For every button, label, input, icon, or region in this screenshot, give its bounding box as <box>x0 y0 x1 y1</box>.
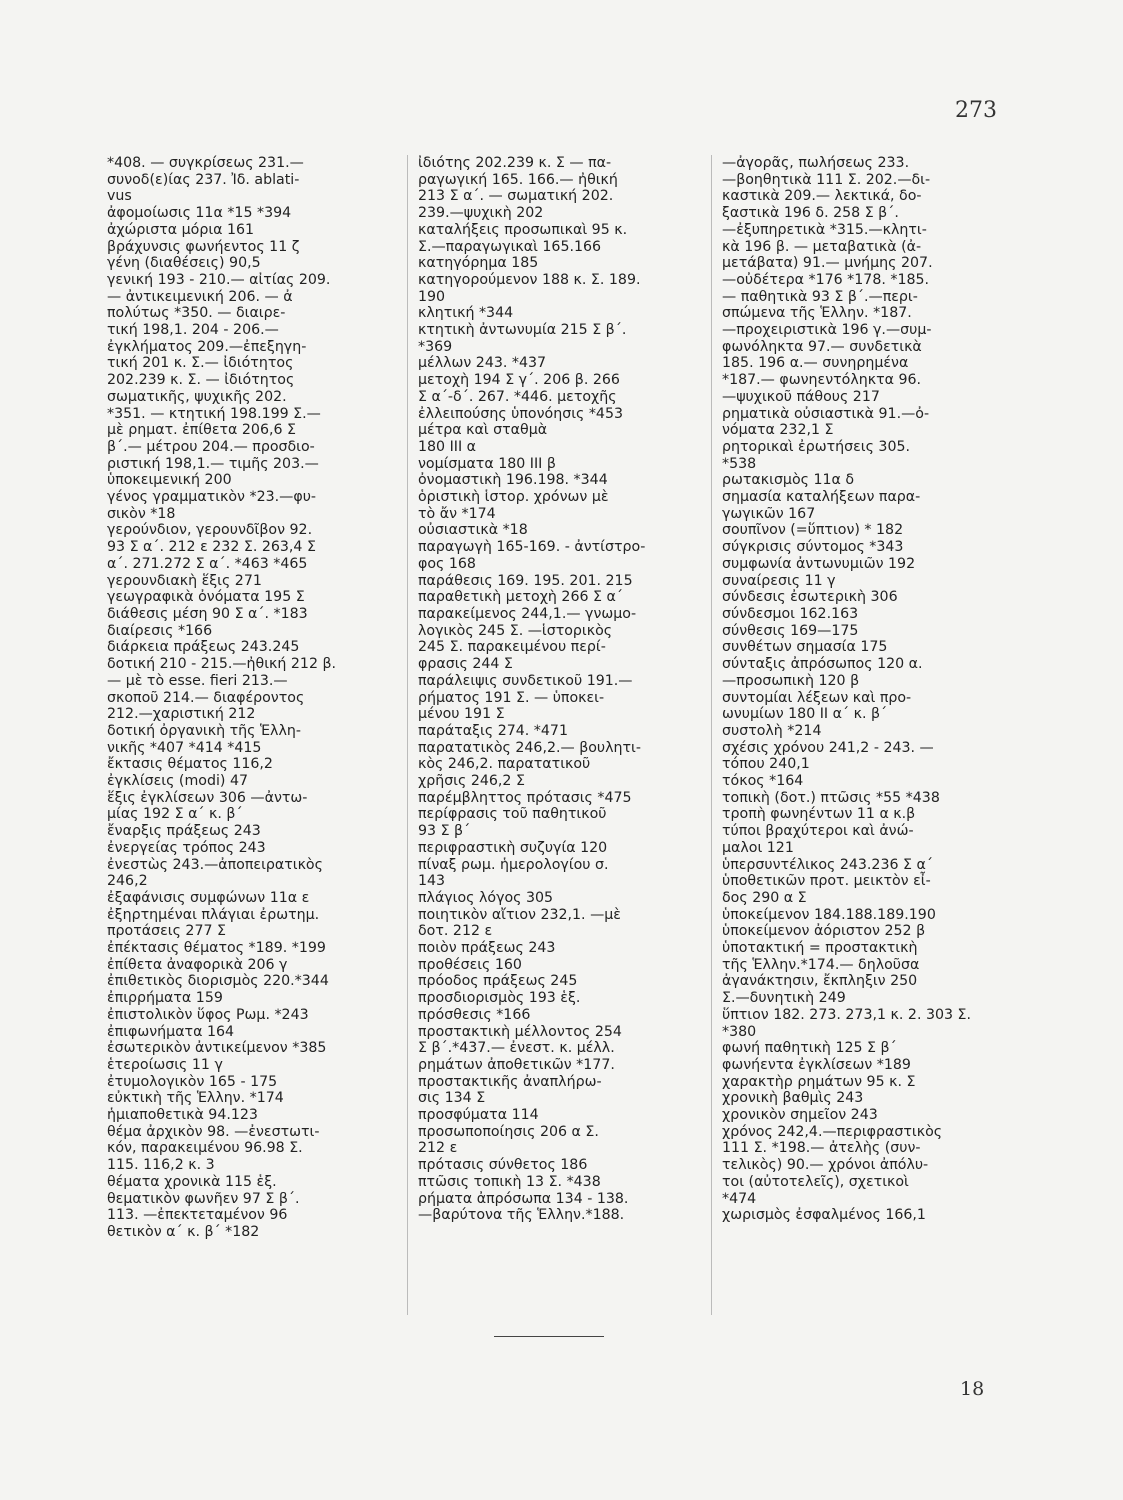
index-entry-line: 111 Σ. *198.— ἀτελὴς (συν- <box>722 1140 921 1157</box>
index-column-2 <box>407 155 711 1315</box>
index-entry-line: ἕξις ἐγκλίσεων 306 —ἀντω- <box>107 789 308 806</box>
index-entry-line: 239.—ψυχικὴ 202 <box>418 205 544 222</box>
index-entry-line: ἀφομοίωσις 11α *15 *394 <box>107 205 292 222</box>
index-entry-line: βράχυνσις φωνήεντος 11 ζ <box>107 238 300 255</box>
index-entry-line: πίναξ ρωμ. ἡμερολογίου σ. <box>418 856 609 873</box>
index-entry-line: παραγωγὴ 165-169. - ἀντίστρο- <box>418 539 646 556</box>
index-entry-line: ριστική 198,1.— τιμῆς 203.— <box>107 455 319 472</box>
index-entry-line: *380 <box>722 1023 757 1040</box>
index-entry-line: τική 198,1. 204 - 206.— <box>107 322 279 339</box>
index-entry-line: δοτ. 212 ε <box>418 923 493 940</box>
index-entry-line: *474 <box>722 1190 757 1207</box>
index-entry-line: 245 Σ. παρακειμένου περί- <box>418 639 606 656</box>
index-entry-line: ραγωγική 165. 166.— ἠθική <box>418 171 618 188</box>
index-entry-line: γένος γραμματικὸν *23.—φυ- <box>107 489 317 506</box>
index-entry-line: φωνόληκτα 97.— συνδετικὰ <box>722 338 922 355</box>
index-entry-line: χαρακτὴρ ρημάτων 95 κ. Σ <box>722 1073 916 1090</box>
index-entry-line: ρημάτων ἀποθετικῶν *177. <box>418 1056 615 1073</box>
index-entry-line: τῆς Ἑλλην.*174.— δηλοῦσα <box>722 956 920 973</box>
index-entry-line: ἔναρξις πράξεως 243 <box>107 823 261 840</box>
index-entry-line: παράλειψις συνδετικοῦ 191.— <box>418 672 633 689</box>
index-entry-line: δος 290 α Σ <box>722 889 807 906</box>
index-entry-line: χρονικὴ βαθμὶς 243 <box>722 1090 864 1107</box>
index-entry-line: *187.— φωνηεντόληκτα 96. <box>722 372 922 389</box>
index-entry-line: ἐπίθετα ἀναφορικὰ 206 γ <box>107 956 288 973</box>
index-entry-line: —οὐδέτερα *176 *178. *185. <box>722 271 930 288</box>
index-entry-line: ρήματος 191 Σ. — ὑποκει- <box>418 689 605 706</box>
index-entry-line: κατηγόρημα 185 <box>418 255 539 272</box>
index-entry-line: τόπου 240,1 <box>722 756 810 773</box>
index-entry-line: ὑποκειμενική 200 <box>107 472 232 489</box>
index-entry-line: Σ β΄.*437.— ἐνεστ. κ. μέλλ. <box>418 1040 615 1057</box>
index-entry-line: — παθητικὰ 93 Σ β΄.—περι- <box>722 288 918 305</box>
index-entry-line: ἐγκλίσεις (modi) 47 <box>107 773 249 790</box>
index-entry-line: μέτρα καὶ σταθμὰ <box>418 422 548 439</box>
index-entry-line: ὑπερσυντέλικος 243.236 Σ α΄ <box>722 856 933 873</box>
index-entry-line: μὲ ρηματ. ἐπίθετα 206,6 Σ <box>107 422 296 439</box>
index-entry-line: α΄. 271.272 Σ α΄. *463 *465 <box>107 555 308 572</box>
index-entry-line: ποιὸν πράξεως 243 <box>418 940 556 957</box>
index-entry-line: περιφραστικὴ συζυγία 120 <box>418 839 608 856</box>
index-entry-line: φωνή παθητικὴ 125 Σ β΄ <box>722 1040 897 1057</box>
index-entry-line: χωρισμὸς ἐσφαλμένος 166,1 <box>722 1207 926 1224</box>
index-entry-line: καταλήξεις προσωπικαὶ 95 κ. <box>418 221 628 238</box>
index-entry-line: σουπῖνον (=ὕπτιον) * 182 <box>722 522 904 539</box>
index-entry-line: *538 <box>722 455 757 472</box>
index-entry-line: γερούνδιον, γερουνδῖβον 92. <box>107 522 313 539</box>
index-entry-line: —ψυχικοῦ πάθους 217 <box>722 388 880 405</box>
index-entry-line: β΄.— μέτρου 204.— προσδιο- <box>107 438 315 455</box>
index-entry-line: πλάγιος λόγος 305 <box>418 889 554 906</box>
index-entry-line: ἐτυμολογικὸν 165 - 175 <box>107 1073 278 1090</box>
index-entry-line: σύνθεσις 169—175 <box>722 622 859 639</box>
index-entry-line: ἐξηρτημέναι πλάγιαι ἐρωτημ. <box>107 906 320 923</box>
index-entry-line: φρασις 244 Σ <box>418 656 513 673</box>
index-entry-line: 180 III α <box>418 438 477 455</box>
index-entry-line: κλητική *344 <box>418 305 514 322</box>
index-entry-line: σημασία καταλήξεων παρα- <box>722 489 921 506</box>
index-entry-line: κόν, παρακειμένου 96.98 Σ. <box>107 1140 303 1157</box>
index-entry-line: τοι (αὐτοτελεῖς), σχετικοὶ <box>722 1173 909 1190</box>
footer-divider-rule <box>494 1336 604 1337</box>
index-entry-line: συναίρεσις 11 γ <box>722 572 836 589</box>
index-entry-line: ἡμιαποθετικὰ 94.123 <box>107 1107 258 1124</box>
index-entry-line: ἐγκλήματος 209.—ἐπεξηγη- <box>107 338 307 355</box>
index-entry-line: πρόοδος πράξεως 245 <box>418 973 578 990</box>
index-entry-line: 93 Σ β΄ <box>418 823 471 840</box>
index-entry-line: ἐσωτερικὸν ἀντικείμενον *385 <box>107 1040 327 1057</box>
index-entry-line: ἐπιφωνήματα 164 <box>107 1023 235 1040</box>
index-entry-line: ωνυμίων 180 II α΄ κ. β΄ <box>722 706 888 723</box>
index-entry-line: φωνήεντα ἐγκλίσεων *189 <box>722 1056 911 1073</box>
index-entry-line: τύποι βραχύτεροι καὶ ἀνώ- <box>722 823 914 840</box>
index-entry-line: 212.—χαριστική 212 <box>107 706 256 723</box>
signature-mark: 18 <box>960 1378 985 1400</box>
index-entry-line: γενική 193 - 210.— αἰτίας 209. <box>107 271 331 288</box>
index-entry-line: Σ.—δυνητικὴ 249 <box>722 990 846 1007</box>
index-entry-line: 93 Σ α΄. 212 ε 232 Σ. 263,4 Σ <box>107 539 316 556</box>
index-entry-line: τὸ ἄν *174 <box>418 505 496 522</box>
index-entry-line: μένου 191 Σ <box>418 706 505 723</box>
index-entry-line: σύνδεσις ἐσωτερικὴ 306 <box>722 589 898 606</box>
index-entry-line: συστολὴ *214 <box>722 722 822 739</box>
index-entry-line: μετοχὴ 194 Σ γ΄. 206 β. 266 <box>418 372 620 389</box>
index-entry-line: συντομίαι λέξεων καὶ προ- <box>722 689 912 706</box>
index-entry-line: ὑποτακτική = προστακτικὴ <box>722 940 918 957</box>
index-entry-line: ἐλλειπούσης ὑπονόησις *453 <box>418 405 624 422</box>
index-entry-line: Σ.—παραγωγικαὶ 165.166 <box>418 238 602 255</box>
index-entry-line: μετάβατα) 91.— μνήμης 207. <box>722 255 933 272</box>
index-entry-line: τική 201 κ. Σ.— ἰδιότητος <box>107 355 294 372</box>
index-entry-line: προστακτικὴ μέλλοντος 254 <box>418 1023 622 1040</box>
index-entry-line: γεωγραφικὰ ὀνόματα 195 Σ <box>107 589 305 606</box>
index-entry-line: —προσωπικὴ 120 β <box>722 672 860 689</box>
index-entry-line: τοπικὴ (δοτ.) πτῶσις *55 *438 <box>722 789 940 806</box>
index-entry-line: γένη (διαθέσεις) 90,5 <box>107 255 261 272</box>
index-column-1 <box>107 155 407 1315</box>
index-columns <box>107 155 1007 1315</box>
index-entry-line: προσδιορισμὸς 193 ἑξ. <box>418 990 581 1007</box>
index-entry-line: σύνδεσμοι 162.163 <box>722 605 859 622</box>
index-entry-line: *408. — συγκρίσεως 231.— <box>107 155 304 171</box>
index-entry-line: μέλλων 243. *437 <box>418 355 547 372</box>
index-entry-line: *369 <box>418 338 453 355</box>
index-entry-line: ποιητικὸν αἴτιον 232,1. —μὲ <box>418 906 621 923</box>
index-entry-line: τελικὸς) 90.— χρόνοι ἀπόλυ- <box>722 1157 929 1174</box>
index-entry-line: 143 <box>418 873 446 890</box>
index-entry-line: προσωποποίησις 206 α Σ. <box>418 1123 599 1140</box>
index-entry-line: θετικὸν α΄ κ. β΄ *182 <box>107 1224 260 1240</box>
index-entry-line: ἔκτασις θέματος 116,2 <box>107 756 273 773</box>
index-entry-line: παρακείμενος 244,1.— γνωμο- <box>418 605 637 622</box>
index-entry-line: ἐπέκτασις θέματος *189. *199 <box>107 940 326 957</box>
index-entry-line: νομίσματα 180 III β <box>418 455 556 472</box>
index-entry-line: κατηγορούμενον 188 κ. Σ. 189. <box>418 271 641 288</box>
index-entry-line: χρονικὸν σημεῖον 243 <box>722 1107 878 1124</box>
index-entry-line: 212 ε <box>418 1140 458 1157</box>
index-entry-line: ὑποθετικῶν προτ. μεικτὸν εἶ- <box>722 873 931 890</box>
index-entry-line: —ἐξυπηρετικὰ *315.—κλητι- <box>722 221 927 238</box>
index-entry-line: θέμα ἀρχικὸν 98. —ἐνεστωτι- <box>107 1123 320 1140</box>
index-entry-line: συνοδ(ε)ίας 237. Ἰδ. ablati- <box>107 171 300 188</box>
index-entry-line: σύνταξις ἀπρόσωπος 120 α. <box>722 656 923 673</box>
index-entry-line: τροπὴ φωνηέντων 11 α κ.β <box>722 806 916 823</box>
index-entry-line: πρόσθεσις *166 <box>418 1006 531 1023</box>
index-entry-line: σύγκρισις σύντομος *343 <box>722 539 904 556</box>
index-entry-line: 190 <box>418 288 446 305</box>
index-entry-line: εὐκτικὴ τῆς Ἑλλην. *174 <box>107 1090 284 1107</box>
index-entry-line: σχέσις χρόνου 241,2 - 243. — <box>722 739 934 756</box>
index-entry-line: παράθεσις 169. 195. 201. 215 <box>418 572 633 589</box>
index-column-3 <box>711 155 1007 1315</box>
index-entry-line: γωγικῶν 167 <box>722 505 816 522</box>
index-entry-line: νόματα 232,1 Σ <box>722 422 834 439</box>
index-entry-line: δοτική 210 - 215.—ἠθική 212 β. <box>107 656 337 673</box>
index-entry-line: 113. —ἐπεκτεταμένον 96 <box>107 1207 288 1224</box>
index-entry-line: οὐσιαστικὰ *18 <box>418 522 528 539</box>
index-entry-line: ἐπιρρήματα 159 <box>107 990 223 1007</box>
index-entry-line: ξαστικὰ 196 δ. 258 Σ β΄. <box>722 205 899 222</box>
index-entry-line: κὰ 196 β. — μεταβατικὰ (ἀ- <box>722 238 922 255</box>
index-entry-line: θέματα χρονικὰ 115 ἑξ. <box>107 1173 277 1190</box>
index-entry-line: 213 Σ α΄. — σωματική 202. <box>418 188 614 205</box>
index-entry-line: σωματικῆς, ψυχικῆς 202. <box>107 388 287 405</box>
index-entry-line: ὑποκείμενον 184.188.189.190 <box>722 906 936 923</box>
index-entry-line: λογικὸς 245 Σ. —ἱστορικὸς <box>418 622 613 639</box>
index-entry-line: κὸς 246,2. παρατατικοῦ <box>418 756 591 773</box>
index-entry-line: παραθετικὴ μετοχὴ 266 Σ α΄ <box>418 589 623 606</box>
index-entry-line: 246,2 <box>107 873 148 890</box>
index-entry-line: —ἀγορᾶς, πωλήσεως 233. <box>722 155 910 171</box>
index-entry-line: διάρκεια πράξεως 243.245 <box>107 639 300 656</box>
index-entry-line: —βοηθητικὰ 111 Σ. 202.—δι- <box>722 171 931 188</box>
index-entry-line: ἐνεργείας τρόπος 243 <box>107 839 266 856</box>
index-entry-line: ἐπιθετικὸς διορισμὸς 220.*344 <box>107 973 329 990</box>
index-entry-line: ὑποκείμενον ἀόριστον 252 β <box>722 923 926 940</box>
index-entry-line: —προχειριστικὰ 196 γ.—συμ- <box>722 322 932 339</box>
index-entry-line: πτῶσις τοπικὴ 13 Σ. *438 <box>418 1173 601 1190</box>
index-entry-line: ρηματικὰ οὐσιαστικὰ 91.—ὀ- <box>722 405 930 422</box>
index-entry-line: πολύτως *350. — διαιρε- <box>107 305 286 322</box>
index-entry-line: παρέμβληττος πρότασις *475 <box>418 789 632 806</box>
index-entry-line: *351. — κτητική 198.199 Σ.— <box>107 405 321 422</box>
index-entry-line: διάθεσις μέση 90 Σ α΄. *183 <box>107 605 308 622</box>
index-entry-line: ἀχώριστα μόρια 161 <box>107 221 255 238</box>
index-entry-line: 115. 116,2 κ. 3 <box>107 1157 215 1174</box>
index-entry-line: ὕπτιον 182. 273. 273,1 κ. 2. 303 Σ. <box>722 1006 972 1023</box>
index-entry-line: χρῆσις 246,2 Σ <box>418 773 525 790</box>
index-entry-line: σις 134 Σ <box>418 1090 486 1107</box>
index-entry-line: φος 168 <box>418 555 476 572</box>
index-entry-line: 185. 196 α.— συνηρημένα <box>722 355 909 372</box>
index-entry-line: ἐξαφάνισις συμφώνων 11α ε <box>107 889 310 906</box>
index-entry-line: ἑτεροίωσις 11 γ <box>107 1056 223 1073</box>
index-entry-line: ἀγανάκτησιν, ἔκπληξιν 250 <box>722 973 918 990</box>
index-entry-line: διαίρεσις *166 <box>107 622 213 639</box>
index-entry-line: σπώμενα τῆς Ἑλλην. *187. <box>722 305 912 322</box>
index-entry-line: γερουνδιακὴ ἕξις 271 <box>107 572 262 589</box>
index-entry-line: —βαρύτονα τῆς Ἑλλην.*188. <box>418 1207 625 1224</box>
index-entry-line: Σ α΄-δ΄. 267. *446. μετοχῆς <box>418 388 617 405</box>
index-entry-line: προθέσεις 160 <box>418 956 522 973</box>
index-entry-line: προσφύματα 114 <box>418 1107 539 1124</box>
index-entry-line: σκοποῦ 214.— διαφέροντος <box>107 689 305 706</box>
index-entry-line: σικὸν *18 <box>107 505 176 522</box>
index-entry-line: συμφωνία ἀντωνυμιῶν 192 <box>722 555 916 572</box>
index-entry-line: προτάσεις 277 Σ <box>107 923 226 940</box>
page-number: 273 <box>955 98 997 123</box>
index-entry-line: ρήματα ἀπρόσωπα 134 - 138. <box>418 1190 629 1207</box>
index-entry-line: — ἀντικειμενική 206. — ἀ <box>107 288 293 305</box>
index-entry-line: παράταξις 274. *471 <box>418 722 568 739</box>
index-entry-line: ὁριστικὴ ἱστορ. χρόνων μὲ <box>418 489 609 506</box>
index-entry-line: χρόνος 242,4.—περιφραστικὸς <box>722 1123 943 1140</box>
index-entry-line: περίφρασις τοῦ παθητικοῦ <box>418 806 607 823</box>
index-entry-line: τόκος *164 <box>722 773 804 790</box>
index-entry-line: μίας 192 Σ α΄ κ. β΄ <box>107 806 243 823</box>
index-entry-line: παρατατικὸς 246,2.— βουλητι- <box>418 739 641 756</box>
index-entry-line: — μὲ τὸ esse. fieri 213.— <box>107 672 288 689</box>
index-entry-line: ρωτακισμὸς 11α δ <box>722 472 855 489</box>
index-entry-line: 202.239 κ. Σ. — ἰδιότητος <box>107 372 295 389</box>
index-entry-line: πρότασις σύνθετος 186 <box>418 1157 588 1174</box>
index-entry-line: προστακτικῆς ἀναπλήρω- <box>418 1073 602 1090</box>
index-entry-line: νικῆς *407 *414 *415 <box>107 739 262 756</box>
index-entry-line: ἐνεστὼς 243.—ἀποπειρατικὸς <box>107 856 323 873</box>
index-entry-line: ἰδιότης 202.239 κ. Σ — πα- <box>418 155 612 171</box>
index-entry-line: θεματικὸν φωνῆεν 97 Σ β΄. <box>107 1190 300 1207</box>
index-entry-line: καστικὰ 209.— λεκτικά, δο- <box>722 188 922 205</box>
index-entry-line: ὀνομαστικὴ 196.198. *344 <box>418 472 608 489</box>
index-entry-line: ρητορικαὶ ἐρωτήσεις 305. <box>722 438 911 455</box>
index-entry-line: κτητικὴ ἀντωνυμία 215 Σ β΄. <box>418 322 627 339</box>
index-entry-line: ἐπιστολικὸν ὕφος Ρωμ. *243 <box>107 1006 309 1023</box>
index-entry-line: συνθέτων σημασία 175 <box>722 639 888 656</box>
index-entry-line: vus <box>107 188 132 205</box>
index-entry-line: δοτική ὀργανικὴ τῆς Ἑλλη- <box>107 722 301 739</box>
index-entry-line: μαλοι 121 <box>722 839 794 856</box>
